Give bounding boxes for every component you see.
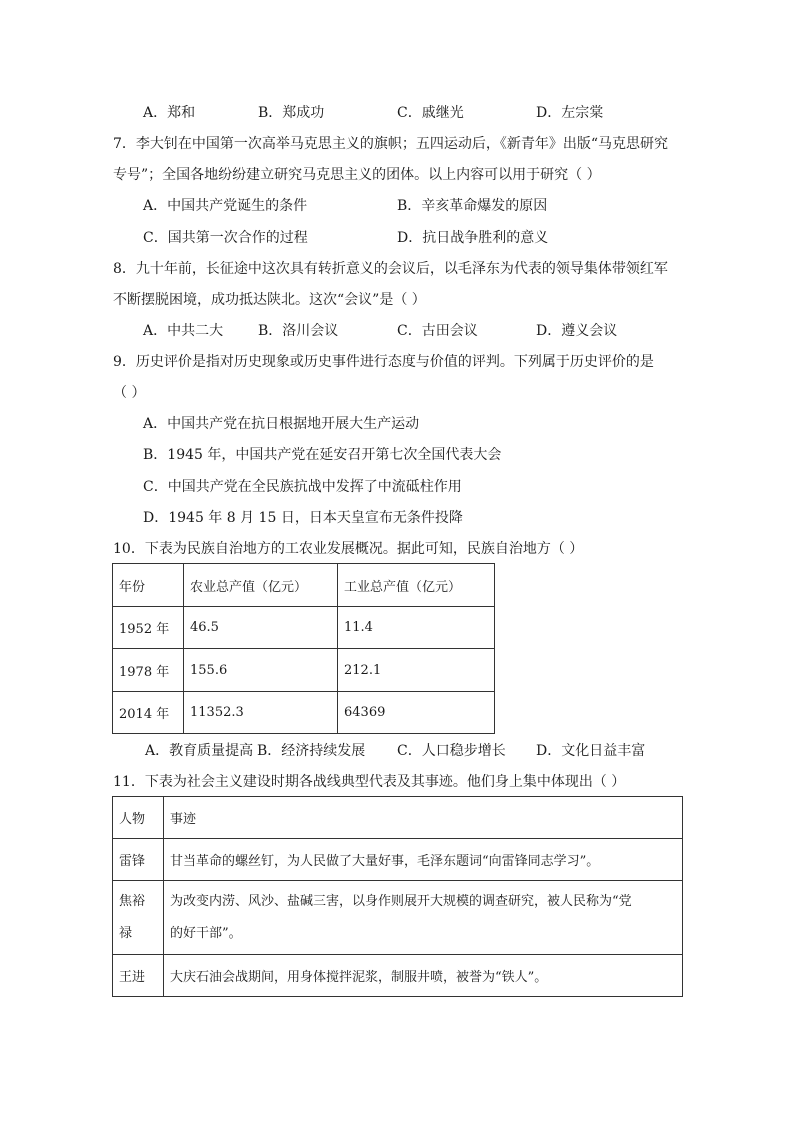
q7-option-d: D．抗日战争胜利的意义	[397, 230, 549, 246]
table-cell: 2014 年	[113, 692, 184, 734]
q8-stem-line1: 8．九十年前，长征途中这次具有转折意义的会议后，以毛泽东为代表的领导集体带领红军	[113, 261, 668, 277]
q9-option-d: D．1945 年 8 月 15 日，日本天皇宣布无条件投降	[143, 510, 463, 526]
q6-option-b: B．郑成功	[258, 105, 325, 121]
table-cell: 155.6	[184, 649, 338, 692]
q10-option-b: B．经济持续发展	[257, 743, 366, 759]
q7-option-b: B．辛亥革命爆发的原因	[397, 198, 548, 214]
table-cell-name	[113, 881, 164, 955]
q8-option-d: D．遵义会议	[536, 323, 618, 339]
table-row	[113, 607, 495, 649]
table-cell: 1978 年	[113, 649, 184, 692]
q8-stem-line2: 不断摆脱困境，成功抵达陕北。这次“会议”是（ ）	[113, 292, 426, 308]
deed-line: 为改变内涝、风沙、盐碱三害，以身作则展开大规模的调查研究，被人民称为“党	[170, 893, 632, 909]
q7-stem-line1: 7．李大钊在中国第一次高举马克思主义的旗帜；五四运动后，《新青年》出版“马克思研究	[113, 136, 669, 152]
q9-option-b: B．1945 年，中国共产党在延安召开第七次全国代表大会	[143, 447, 502, 463]
table-row	[113, 649, 495, 692]
q6-option-d: D．左宗棠	[536, 105, 604, 121]
q11-table	[112, 796, 683, 997]
deed-line: 的好干部”。	[170, 925, 242, 941]
q8-option-b: B．洛川会议	[258, 323, 339, 339]
q10-option-a: A．教育质量提高	[145, 743, 254, 759]
table-header-cell: 年份	[113, 564, 184, 607]
q7-stem-line2: 专号”；全国各地纷纷建立研究马克思主义的团体。以上内容可以用于研究（ ）	[113, 167, 601, 183]
q8-option-c: C．古田会议	[397, 323, 478, 339]
table-cell-name: 雷锋	[113, 839, 164, 881]
table-cell: 212.1	[338, 649, 495, 692]
name-line: 焦裕	[119, 893, 146, 909]
table-row	[113, 839, 683, 881]
q7-option-a: A．中国共产党诞生的条件	[143, 198, 308, 214]
table-header-cell: 工业总产值（亿元）	[338, 564, 495, 607]
table-cell: 1952 年	[113, 607, 184, 649]
table-cell: 11.4	[338, 607, 495, 649]
table-cell: 11352.3	[184, 692, 338, 734]
q9-stem-line2: （ ）	[113, 385, 146, 401]
q10-stem: 10．下表为民族自治地方的工农业发展概况。据此可知，民族自治地方（ ）	[113, 541, 584, 557]
q10-table	[112, 563, 495, 734]
table-row	[113, 881, 683, 955]
q8-option-a: A．中共二大	[143, 323, 224, 339]
table-cell: 64369	[338, 692, 495, 734]
table-row	[113, 955, 683, 997]
table-header-row	[113, 564, 495, 607]
q11-stem: 11．下表为社会主义建设时期各战线典型代表及其事迹。他们身上集中体现出（ ）	[113, 774, 626, 790]
q6-option-a: A．郑和	[143, 105, 196, 121]
q9-option-a: A．中国共产党在抗日根据地开展大生产运动	[143, 416, 420, 432]
q9-option-c: C．中国共产党在全民族抗战中发挥了中流砥柱作用	[143, 479, 462, 495]
q9-stem-line1: 9．历史评价是指对历史现象或历史事件进行态度与价值的评判。下列属于历史评价的是	[113, 354, 654, 370]
table-row	[113, 692, 495, 734]
q7-option-c: C．国共第一次合作的过程	[143, 230, 308, 246]
name-line: 禄	[119, 925, 133, 941]
table-header-row	[113, 797, 683, 839]
q6-option-c: C．戚继光	[397, 105, 464, 121]
table-cell-name: 王进	[113, 955, 164, 997]
table-header-cell: 农业总产值（亿元）	[184, 564, 338, 607]
q10-option-c: C．人口稳步增长	[397, 743, 506, 759]
q10-option-d: D．文化日益丰富	[536, 743, 646, 759]
table-cell-deed	[164, 881, 683, 955]
table-header-cell: 事迹	[164, 797, 683, 839]
table-cell-deed: 甘当革命的螺丝钉，为人民做了大量好事，毛泽东题词“向雷锋同志学习”。	[164, 839, 683, 881]
table-cell: 46.5	[184, 607, 338, 649]
table-header-cell: 人物	[113, 797, 164, 839]
table-cell-deed: 大庆石油会战期间，用身体搅拌泥浆，制服井喷，被誉为“铁人”。	[164, 955, 683, 997]
